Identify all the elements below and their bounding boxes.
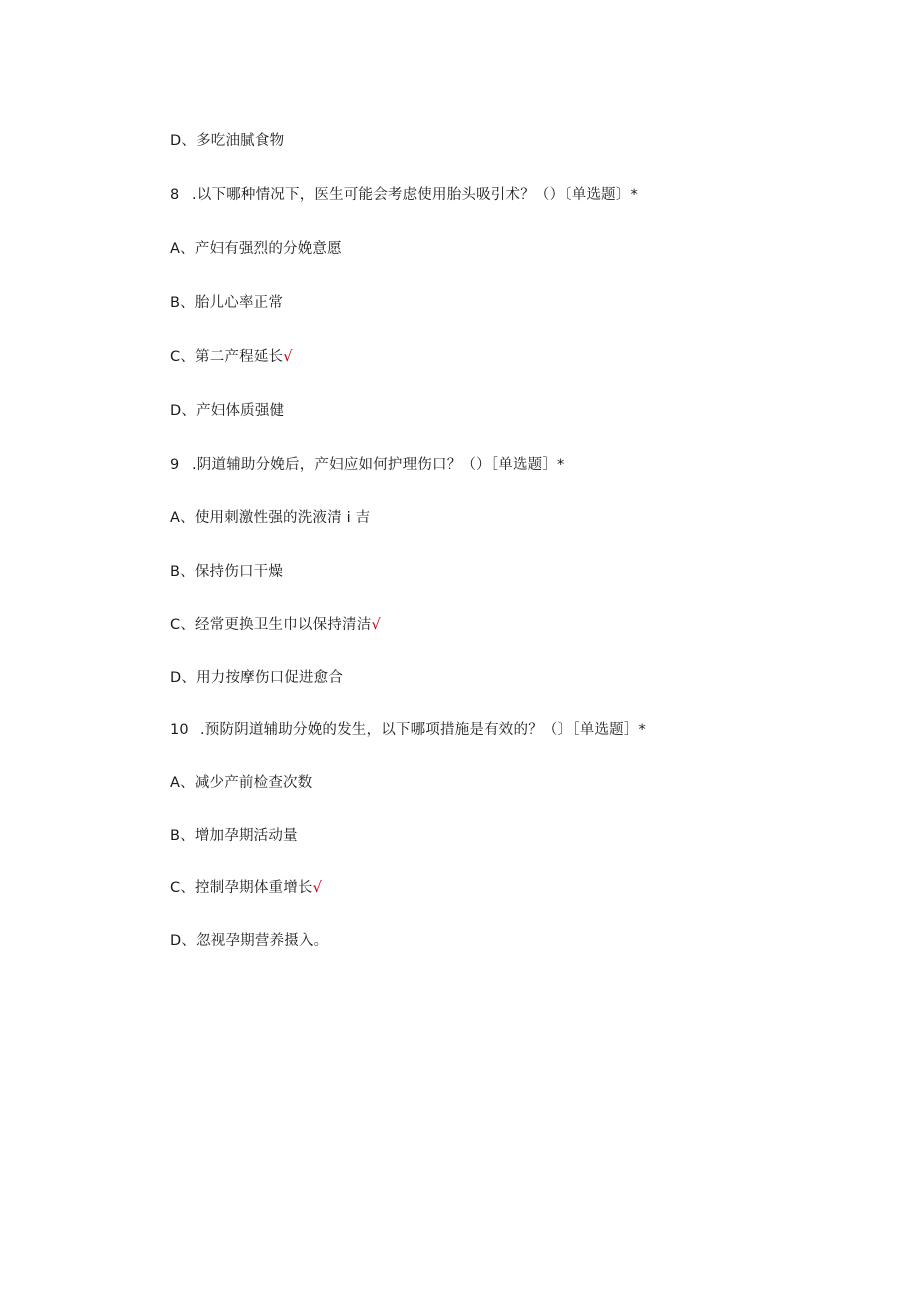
option-text: A、产妇有强烈的分娩意愿 — [170, 241, 342, 257]
correct-check-icon: √ — [283, 349, 293, 365]
question-text: .阴道辅助分娩后，产妇应如何护理伤口？（）［单选题］* — [192, 457, 565, 473]
option-text: B、保持伤口干燥 — [170, 564, 284, 580]
option-text: C、第二产程延长 — [170, 349, 284, 365]
option-8b — [170, 294, 283, 312]
option-9a — [170, 509, 370, 527]
correct-check-icon: √ — [371, 617, 381, 633]
option-text: D、多吃油腻食物 — [170, 133, 285, 149]
option-8c — [170, 348, 293, 366]
option-9d — [170, 669, 343, 687]
option-text: D、产妇体质强健 — [170, 403, 285, 419]
option-9b — [170, 563, 283, 581]
question-8 — [170, 186, 638, 204]
question-10 — [170, 721, 646, 739]
option-text: B、增加孕期活动量 — [170, 828, 298, 844]
option-9c — [170, 616, 381, 634]
option-7d — [170, 132, 284, 150]
option-8a — [170, 240, 342, 258]
question-text: .预防阴道辅助分娩的发生，以下哪项措施是有效的？（〕［单选题］* — [200, 722, 647, 738]
option-10b — [170, 827, 298, 845]
option-text: C、经常更换卫生巾以保持清洁 — [170, 617, 372, 633]
option-10a — [170, 774, 312, 792]
option-text: D、用力按摩伤口促进愈合 — [170, 670, 344, 686]
option-text: A、使用刺激性强的洗液清 i 吉 — [170, 510, 371, 526]
question-number: 10 — [170, 722, 189, 738]
option-10c — [170, 879, 322, 897]
question-text: .以下哪种情况下，医生可能会考虑使用胎头吸引术？（）〔单选题〕* — [192, 187, 639, 203]
option-10d — [170, 932, 328, 950]
option-text: D、忽视孕期营养摄入。 — [170, 933, 329, 949]
option-text: B、胎儿心率正常 — [170, 295, 284, 311]
option-text: A、减少产前检查次数 — [170, 775, 313, 791]
question-9 — [170, 456, 565, 474]
option-text: C、控制孕期体重增长 — [170, 880, 313, 896]
correct-check-icon: √ — [312, 880, 323, 896]
question-number: 8 — [170, 187, 180, 203]
question-number: 9 — [170, 457, 180, 473]
option-8d — [170, 402, 284, 420]
